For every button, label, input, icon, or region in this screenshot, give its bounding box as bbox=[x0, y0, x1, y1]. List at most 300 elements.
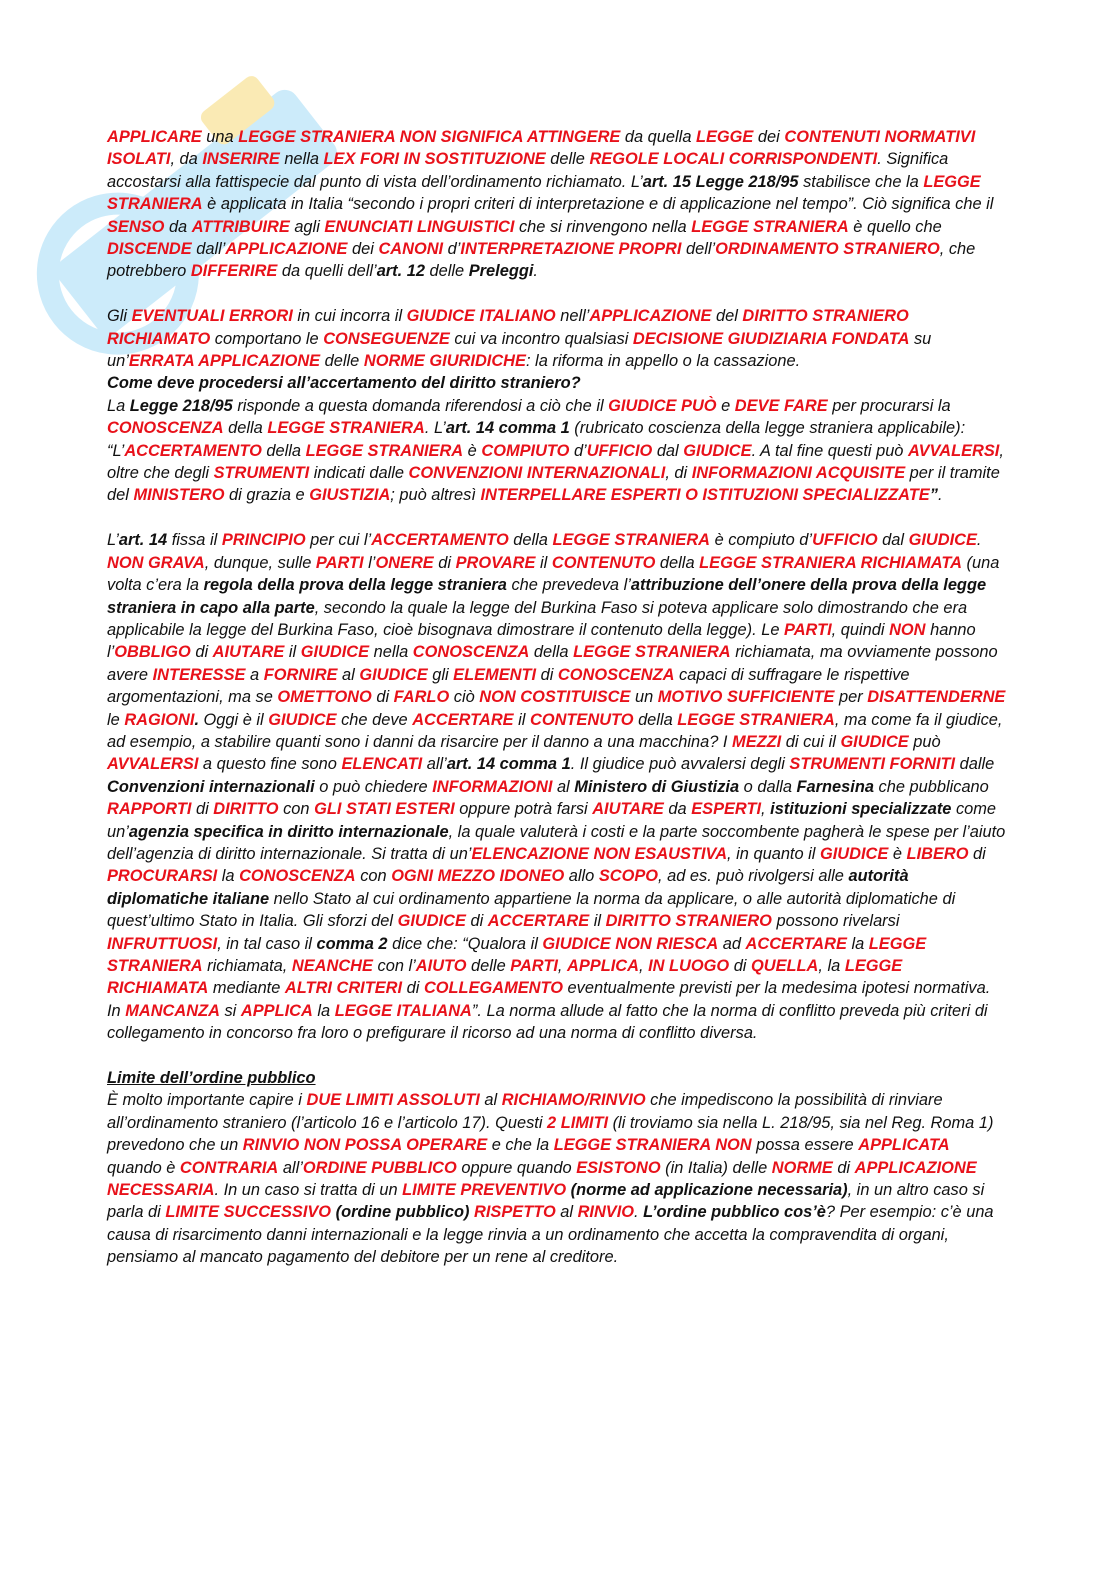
body-text: può bbox=[908, 732, 941, 751]
heading-accertamento bbox=[107, 372, 1007, 394]
body-text: della bbox=[655, 553, 700, 572]
highlighted-term: FORNIRE bbox=[263, 665, 338, 684]
highlighted-term: ESPERTI bbox=[691, 800, 762, 819]
body-text: è bbox=[463, 441, 482, 460]
body-text: con l’ bbox=[372, 957, 416, 975]
highlighted-term: OGNI MEZZO IDONEO bbox=[391, 867, 565, 886]
highlighted-term: DUE LIMITI ASSOLUTI bbox=[306, 1091, 480, 1110]
highlighted-term: DIRITTO STRANIERO RICHIAMATO bbox=[107, 307, 909, 348]
highlighted-term: INFRUTTUOSI bbox=[107, 934, 218, 953]
body-text: al bbox=[337, 665, 360, 684]
highlighted-term: ATTRIBUIRE bbox=[191, 217, 290, 236]
highlighted-term: DECISIONE GIUDIZIARIA FONDATA bbox=[632, 329, 910, 348]
highlighted-term: DISCENDE bbox=[107, 240, 192, 259]
highlighted-term: PARTI bbox=[784, 620, 832, 639]
highlighted-term: LEGGE STRANIERA bbox=[691, 217, 849, 236]
body-text: e bbox=[716, 396, 735, 415]
highlighted-term: INTERESSE bbox=[152, 665, 246, 684]
highlighted-term: RINVIO bbox=[577, 1203, 635, 1222]
body-text: che si rinvengono nella bbox=[514, 217, 692, 236]
highlighted-term: LIBERO bbox=[906, 844, 969, 863]
body-text: È molto importante capire i bbox=[107, 1091, 307, 1110]
body-text: mediante bbox=[208, 979, 285, 998]
body-text: è quello che bbox=[848, 217, 942, 236]
body-text: le bbox=[107, 710, 125, 729]
highlighted-term: ENUNCIATI LINGUISTICI bbox=[324, 217, 515, 236]
body-text: da quelli dell’ bbox=[277, 262, 377, 281]
highlighted-term: MANCANZA bbox=[125, 1001, 220, 1020]
highlighted-term: ELEMENTI bbox=[453, 665, 537, 684]
emphasized-text: ” bbox=[929, 486, 938, 505]
highlighted-term: CONOSCENZA bbox=[107, 419, 224, 438]
body-text: possono rivelarsi bbox=[771, 912, 900, 931]
body-text: fissa il bbox=[167, 531, 222, 550]
paragraph-application-foreign-law bbox=[107, 126, 1007, 283]
highlighted-term: RINVIO NON POSSA OPERARE bbox=[242, 1136, 488, 1155]
body-text: dall’ bbox=[191, 240, 226, 259]
body-text: è bbox=[888, 844, 907, 863]
body-text: , bbox=[761, 800, 771, 819]
emphasized-text: Legge 218/95 bbox=[129, 396, 233, 415]
highlighted-term: DIFFERIRE bbox=[190, 262, 278, 281]
body-text: (rubricato coscienza della legge straniera applicabile): “L’ bbox=[107, 419, 966, 460]
body-text: , di bbox=[665, 464, 692, 483]
emphasized-text: istituzioni specializzate bbox=[770, 800, 952, 819]
body-text: , ma come fa il giudice, ad esempio, a stabilire quanti sono i danni da risarcire per il danno a una macchina? I bbox=[107, 710, 1003, 751]
body-text: . In un caso si tratta di un bbox=[214, 1181, 403, 1200]
highlighted-term: GIUDICE bbox=[300, 643, 370, 662]
body-text: che pubblicano bbox=[873, 777, 989, 796]
body-text: della bbox=[508, 531, 553, 550]
highlighted-term: LEGGE STRANIERA bbox=[552, 531, 711, 550]
body-text: della bbox=[633, 710, 678, 729]
body-text: che deve bbox=[336, 710, 413, 729]
highlighted-term: GIUDICE bbox=[908, 531, 977, 550]
body-text: ”. La norma allude al fatto che la norma di conflitto preveda più criteri di collegamento in concorso fra loro o prefigurare il ricorso ad una norma di conflitto diversa. bbox=[107, 1001, 988, 1043]
emphasized-text: regola della prova della legge straniera bbox=[203, 576, 507, 595]
body-text: della bbox=[529, 643, 574, 662]
body-text: , in quanto il bbox=[727, 844, 820, 863]
body-text: in cui incorra il bbox=[292, 307, 407, 326]
highlighted-term: IN LUOGO bbox=[648, 957, 730, 975]
highlighted-term: DISATTENDERNE bbox=[867, 688, 1006, 707]
body-text: . bbox=[976, 531, 982, 550]
highlighted-term: PARTI bbox=[315, 553, 364, 572]
body-text: con bbox=[355, 867, 392, 886]
highlighted-term: LEGGE STRANIERA RICHIAMATA bbox=[699, 553, 962, 572]
body-text: il bbox=[513, 710, 530, 729]
body-text: da quella bbox=[620, 128, 696, 146]
body-text: al bbox=[552, 777, 575, 796]
body-text: (in Italia) delle bbox=[660, 1158, 772, 1177]
body-text: il bbox=[284, 643, 301, 662]
body-text: . A tal fine questi può bbox=[751, 441, 908, 460]
body-text: capaci di suffragare le rispettive argomentazioni, ma se bbox=[107, 665, 910, 707]
highlighted-term: OMETTONO bbox=[277, 688, 372, 707]
highlighted-term: AIUTARE bbox=[212, 643, 285, 662]
highlighted-term: CONSEGUENZE bbox=[323, 329, 450, 348]
body-text: di bbox=[190, 643, 213, 662]
highlighted-term: LIMITE SUCCESSIVO bbox=[165, 1203, 332, 1222]
body-text: delle bbox=[424, 262, 469, 281]
highlighted-term: GIUDICE bbox=[840, 732, 909, 751]
highlighted-term: CONTENUTO bbox=[551, 553, 656, 572]
emphasized-text: Preleggi bbox=[468, 262, 534, 281]
body-text: (una volta c’era la bbox=[107, 553, 1000, 595]
highlighted-term: ACCERTARE bbox=[487, 912, 590, 931]
emphasized-text: L’ordine pubblico cos’è bbox=[643, 1203, 826, 1222]
highlighted-term: APPLICAZIONE NECESSARIA bbox=[107, 1158, 977, 1200]
body-text: a bbox=[245, 665, 264, 684]
highlighted-term: GIUDICE bbox=[683, 441, 752, 460]
highlighted-term: LEGGE ITALIANA bbox=[334, 1001, 472, 1020]
highlighted-term: LEGGE bbox=[695, 128, 754, 146]
body-text: è applicata in Italia “secondo i propri criteri di interpretazione e di applicazione nel tempo”. Ciò significa che il bbox=[202, 195, 994, 214]
highlighted-term: NON COSTITUISCE bbox=[479, 688, 631, 707]
body-text: : la riforma in appello o la cassazione. bbox=[525, 352, 801, 371]
highlighted-term: APPLICARE bbox=[107, 128, 202, 146]
body-text: di bbox=[536, 665, 558, 684]
body-text: o dalla bbox=[739, 777, 797, 796]
body-text: , da bbox=[170, 150, 203, 169]
body-text: nell’ bbox=[555, 307, 590, 326]
paragraph-spacer bbox=[107, 283, 1007, 305]
body-text: oppure potrà farsi bbox=[454, 800, 593, 819]
body-text: il bbox=[589, 912, 606, 931]
body-text: per il tramite del bbox=[107, 464, 1000, 505]
highlighted-term: GLI STATI ESTERI bbox=[314, 800, 455, 819]
body-text: , bbox=[638, 957, 649, 975]
body-text: oppure quando bbox=[456, 1158, 577, 1177]
highlighted-term: UFFICIO bbox=[586, 441, 653, 460]
highlighted-term: ELENCAZIONE NON ESAUSTIVA bbox=[471, 844, 728, 863]
emphasized-text: Limite dell’ordine pubblico bbox=[107, 1069, 316, 1088]
body-text: agli bbox=[289, 217, 325, 236]
body-text: si bbox=[219, 1001, 241, 1020]
highlighted-term: LEX FORI IN SOSTITUZIONE bbox=[323, 150, 546, 169]
body-text: che impediscono la possibilità di rinviare all’ordinamento straniero (l’articolo 16 e l’articolo 17). Questi bbox=[107, 1091, 943, 1132]
body-text: , ad es. può rivolgersi alle bbox=[658, 867, 849, 886]
highlighted-term: GIUSTIZIA bbox=[309, 486, 391, 505]
emphasized-text: comma 2 bbox=[316, 934, 388, 953]
body-text: di bbox=[729, 957, 752, 975]
body-text: di bbox=[433, 553, 456, 572]
body-text: della bbox=[223, 419, 268, 438]
body-text: (li troviamo sia nella L. 218/95, sia nel Reg. Roma 1) prevedono che un bbox=[107, 1113, 994, 1155]
body-text: delle bbox=[545, 150, 590, 169]
highlighted-term: LEGGE STRANIERA bbox=[677, 710, 835, 729]
highlighted-term: FARLO bbox=[393, 688, 450, 707]
highlighted-term: MINISTERO bbox=[133, 486, 225, 505]
highlighted-term: CONTENUTO bbox=[530, 710, 634, 729]
emphasized-text: art. 14 bbox=[118, 531, 168, 550]
highlighted-term: ALTRI CRITERI bbox=[284, 979, 403, 998]
emphasized-text: Convenzioni internazionali bbox=[107, 777, 315, 796]
highlighted-term: PRINCIPIO bbox=[221, 531, 306, 550]
highlighted-term: INTERPELLARE ESPERTI O ISTITUZIONI SPECIALIZZATE bbox=[480, 486, 930, 505]
highlighted-term: ESISTONO bbox=[576, 1158, 661, 1177]
body-text: , dunque, sulle bbox=[204, 553, 316, 572]
body-text: , che potrebbero bbox=[107, 240, 976, 281]
highlighted-term: OBBLIGO bbox=[114, 643, 191, 662]
highlighted-term: RAGIONI bbox=[124, 710, 195, 729]
paragraph-spacer bbox=[107, 507, 1007, 529]
body-text: al bbox=[555, 1203, 578, 1222]
highlighted-term: LEGGE STRANIERA bbox=[107, 172, 981, 214]
highlighted-term: RICHIAMO/RINVIO bbox=[501, 1091, 646, 1110]
emphasized-text: art. 14 comma 1 bbox=[445, 419, 570, 438]
body-text: a questo fine sono bbox=[198, 755, 342, 774]
body-text: la bbox=[846, 934, 869, 953]
highlighted-term: PARTI bbox=[510, 957, 558, 975]
highlighted-term: CONTRARIA bbox=[179, 1158, 279, 1177]
highlighted-term: SENSO bbox=[107, 217, 165, 236]
highlighted-term: CONTENUTI NORMATIVI ISOLATI bbox=[107, 128, 976, 169]
paragraph-spacer bbox=[107, 1045, 1007, 1067]
body-text: nello Stato al cui ordinamento appartiene la norma da applicare, o alle autorità diplomatiche di quest’ultimo Stato in Italia. Gli sforzi del bbox=[107, 889, 956, 931]
highlighted-term: DIRITTO bbox=[213, 800, 279, 819]
body-text: ad bbox=[718, 934, 746, 953]
highlighted-term: APPLICATA bbox=[858, 1136, 950, 1155]
highlighted-term: INTERPRETAZIONE PROPRI bbox=[460, 240, 682, 259]
body-text: richiamata, bbox=[202, 957, 292, 975]
body-text: hanno l’ bbox=[107, 620, 976, 662]
highlighted-term: STRUMENTI bbox=[213, 464, 310, 483]
highlighted-term: CONOSCENZA bbox=[239, 867, 356, 886]
body-text: di bbox=[402, 979, 424, 998]
body-text: l’ bbox=[363, 553, 376, 572]
highlighted-term: LEGGE STRANIERA bbox=[573, 643, 731, 662]
highlighted-term: GIUDICE bbox=[820, 844, 889, 863]
body-text: gli bbox=[427, 665, 454, 684]
body-text: della bbox=[261, 441, 306, 460]
highlighted-term: DIRITTO STRANIERO bbox=[605, 912, 772, 931]
highlighted-term: LEGGE STRANIERA bbox=[107, 934, 927, 975]
highlighted-term: DEVE FARE bbox=[734, 396, 828, 415]
paragraph-judge-errors bbox=[107, 305, 1007, 372]
paragraph-art14-principle bbox=[107, 529, 1007, 1044]
paragraph-limits bbox=[107, 1089, 1007, 1268]
emphasized-text: Come deve procedersi all’accertamento del diritto straniero? bbox=[107, 374, 581, 393]
body-text: stabilisce che la bbox=[798, 172, 924, 191]
highlighted-term: INFORMAZIONI ACQUISITE bbox=[691, 464, 906, 483]
emphasized-text: attribuzione dell’onere della prova della legge straniera in capo alla parte bbox=[107, 576, 987, 617]
highlighted-term: ACCERTAMENTO bbox=[124, 441, 262, 460]
highlighted-term: NORME GIURIDICHE bbox=[363, 352, 526, 371]
highlighted-term: APPLICA bbox=[567, 957, 639, 975]
highlighted-term: ORDINAMENTO STRANIERO bbox=[715, 240, 940, 259]
body-text: , bbox=[557, 957, 568, 975]
body-text: delle bbox=[466, 957, 511, 975]
highlighted-term: CONVENZIONI INTERNAZIONALI bbox=[408, 464, 666, 483]
body-text: dal bbox=[877, 531, 909, 550]
highlighted-term: UFFICIO bbox=[812, 531, 878, 550]
emphasized-text: art. 15 Legge 218/95 bbox=[642, 172, 799, 191]
body-text: o può chiedere bbox=[314, 777, 433, 796]
body-text: Oggi è il bbox=[199, 710, 269, 729]
body-text: dei bbox=[347, 240, 379, 259]
highlighted-term: NON bbox=[889, 620, 926, 639]
body-text: su un’ bbox=[107, 329, 932, 371]
highlighted-term: RISPETTO bbox=[474, 1203, 556, 1222]
body-text: di bbox=[968, 844, 986, 863]
body-text: . bbox=[937, 486, 943, 505]
body-text: La bbox=[107, 396, 130, 415]
paragraph-art14-comma1 bbox=[107, 395, 1007, 507]
body-text: Gli bbox=[107, 307, 132, 326]
body-text: ciò bbox=[449, 688, 480, 707]
body-text: il bbox=[535, 553, 552, 572]
highlighted-term: STRUMENTI FORNITI bbox=[789, 755, 956, 774]
body-text: allo bbox=[564, 867, 599, 886]
emphasized-text: Farnesina bbox=[796, 777, 874, 796]
body-text: richiamata, ma ovviamente possono avere bbox=[107, 643, 998, 684]
highlighted-term: CONOSCENZA bbox=[412, 643, 530, 662]
highlighted-term: PROCURARSI bbox=[107, 867, 218, 886]
highlighted-term: 2 LIMITI bbox=[547, 1113, 609, 1132]
highlighted-term: LEGGE RICHIAMATA bbox=[107, 957, 903, 998]
body-text: dalle bbox=[955, 755, 995, 774]
body-text: L’ bbox=[107, 531, 119, 550]
highlighted-term: APPLICAZIONE bbox=[225, 240, 348, 259]
body-text: di bbox=[465, 912, 488, 931]
highlighted-term: NORME bbox=[771, 1158, 833, 1177]
body-text: da bbox=[164, 217, 192, 236]
highlighted-term: GIUDICE bbox=[268, 710, 337, 729]
highlighted-term: LIMITE PREVENTIVO bbox=[402, 1181, 567, 1200]
body-text: di bbox=[371, 688, 394, 707]
body-text: risponde a questa domanda riferendosi a ciò che il bbox=[232, 396, 609, 415]
body-text: dal bbox=[652, 441, 684, 460]
emphasized-text: (norme ad applicazione necessaria) bbox=[570, 1181, 848, 1200]
body-text: cui va incontro qualsiasi bbox=[449, 329, 633, 348]
body-text: eventualmente previsti per la medesima ipotesi normativa. In bbox=[107, 979, 991, 1020]
highlighted-term: AIUTARE bbox=[592, 800, 664, 819]
body-text: . Il giudice può avvalersi degli bbox=[570, 755, 790, 774]
body-text: possa essere bbox=[751, 1136, 859, 1155]
highlighted-term: PROVARE bbox=[455, 553, 536, 572]
heading-ordine-pubblico bbox=[107, 1067, 1007, 1089]
highlighted-term: ACCERTAMENTO bbox=[371, 531, 509, 550]
body-text: e che la bbox=[487, 1136, 554, 1155]
body-text: un bbox=[630, 688, 658, 707]
body-text: . bbox=[634, 1203, 644, 1222]
document-body bbox=[107, 126, 1007, 1269]
body-text: , in un altro caso si parla di bbox=[107, 1181, 985, 1222]
highlighted-term: AIUTO bbox=[415, 957, 467, 975]
highlighted-term: APPLICA bbox=[240, 1001, 313, 1020]
highlighted-term: REGOLE LOCALI CORRISPONDENTI bbox=[589, 150, 878, 169]
highlighted-term: AVVALERSI bbox=[107, 755, 199, 774]
body-text: d’ bbox=[569, 441, 587, 460]
highlighted-term: LEGGE STRANIERA bbox=[267, 419, 425, 438]
highlighted-term: ACCERTARE bbox=[745, 934, 847, 953]
body-text: come un’ bbox=[107, 800, 997, 841]
highlighted-term: COLLEGAMENTO bbox=[423, 979, 563, 998]
emphasized-text: . bbox=[194, 710, 199, 729]
body-text: di bbox=[191, 800, 214, 819]
highlighted-term: CONOSCENZA bbox=[557, 665, 675, 684]
body-text: ; può altresì bbox=[390, 486, 481, 505]
body-text: nella bbox=[279, 150, 324, 169]
emphasized-text: art. 12 bbox=[376, 262, 425, 281]
body-text: da bbox=[663, 800, 692, 819]
body-text: delle bbox=[320, 352, 364, 371]
body-text: per procurarsi la bbox=[827, 396, 951, 415]
body-text: per cui l’ bbox=[305, 531, 372, 550]
highlighted-term: NEANCHE bbox=[291, 957, 373, 975]
highlighted-term: RAPPORTI bbox=[107, 800, 192, 819]
body-text: , quindi bbox=[831, 620, 890, 639]
highlighted-term: LEGGE STRANIERA NON bbox=[553, 1136, 752, 1155]
body-text: comportano le bbox=[210, 329, 324, 348]
highlighted-term: AVVALERSI bbox=[907, 441, 1000, 460]
body-text: dei bbox=[753, 128, 785, 146]
body-text: , la quale valuterà i costi e la parte soccombente pagherà le spese per l’aiuto dell’agenzia di diritto internazionale. Si tratta di un’ bbox=[107, 822, 1006, 863]
body-text: una bbox=[201, 128, 239, 146]
body-text: . Significa accostarsi alla fattispecie dal punto di vista dell’ordinamento richiamato. L’ bbox=[107, 150, 949, 191]
body-text: dice che: “Qualora il bbox=[387, 934, 543, 953]
body-text: la bbox=[312, 1001, 335, 1020]
highlighted-term: LEGGE STRANIERA NON SIGNIFICA ATTINGERE bbox=[238, 128, 621, 146]
highlighted-term: GIUDICE ITALIANO bbox=[406, 307, 556, 326]
highlighted-term: ACCERTARE bbox=[412, 710, 514, 729]
body-text: quando è bbox=[107, 1158, 180, 1177]
highlighted-term: GIUDICE PUÒ bbox=[608, 396, 717, 415]
highlighted-term: NON GRAVA bbox=[107, 553, 205, 572]
body-text: all’ bbox=[278, 1158, 303, 1177]
body-text: la bbox=[217, 867, 240, 886]
body-text: , oltre che degli bbox=[107, 441, 1004, 483]
body-text: nella bbox=[369, 643, 413, 662]
body-text: del bbox=[711, 307, 743, 326]
highlighted-term: MEZZI bbox=[732, 732, 782, 751]
highlighted-term: QUELLA bbox=[751, 957, 819, 975]
body-text: . bbox=[533, 262, 538, 281]
highlighted-term: ELENCATI bbox=[341, 755, 423, 774]
body-text: , in tal caso il bbox=[217, 934, 317, 953]
highlighted-term: ORDINE PUBBLICO bbox=[302, 1158, 457, 1177]
highlighted-term: COMPIUTO bbox=[481, 441, 570, 460]
highlighted-term: EVENTUALI ERRORI bbox=[131, 307, 293, 326]
emphasized-text: Ministero di Giustizia bbox=[574, 777, 740, 796]
highlighted-term: APPLICAZIONE bbox=[589, 307, 712, 326]
highlighted-term: ERRATA APPLICAZIONE bbox=[128, 352, 321, 371]
body-text: dell’ bbox=[681, 240, 716, 259]
body-text: con bbox=[278, 800, 315, 819]
body-text: ? Per esempio: c’è una causa di risarcimento danni internazionali e la legge rinvia a un ordinamento che accetta la compravendita di organi, pensiamo al mancato pagamento del debitore per un rene al creditore. bbox=[107, 1203, 994, 1267]
body-text: di bbox=[832, 1158, 855, 1177]
body-text: per bbox=[834, 688, 868, 707]
highlighted-term: CANONI bbox=[378, 240, 444, 259]
highlighted-term: INFORMAZIONI bbox=[432, 777, 553, 796]
body-text: è compiuto d’ bbox=[710, 531, 813, 550]
emphasized-text: art. 14 comma 1 bbox=[446, 755, 571, 774]
highlighted-term: GIUDICE bbox=[359, 665, 428, 684]
body-text: d’ bbox=[443, 240, 461, 259]
body-text: , la bbox=[818, 957, 845, 975]
body-text: , secondo la quale la legge del Burkina Faso si poteva applicare solo dimostrando che era applicabile la legge del Burkina Faso, cioè bisognava dimostrare il contenuto della legge). Le bbox=[107, 598, 968, 639]
body-text: che prevedeva l’ bbox=[506, 576, 631, 595]
body-text: di cui il bbox=[781, 732, 841, 751]
highlighted-term: GIUDICE bbox=[397, 912, 466, 931]
highlighted-term: ONERE bbox=[375, 553, 434, 572]
body-text: al bbox=[479, 1091, 502, 1110]
body-text: indicati dalle bbox=[309, 464, 409, 483]
emphasized-text: (ordine pubblico) bbox=[335, 1203, 470, 1222]
highlighted-term: MOTIVO SUFFICIENTE bbox=[657, 688, 835, 707]
body-text: . L’ bbox=[424, 419, 446, 438]
